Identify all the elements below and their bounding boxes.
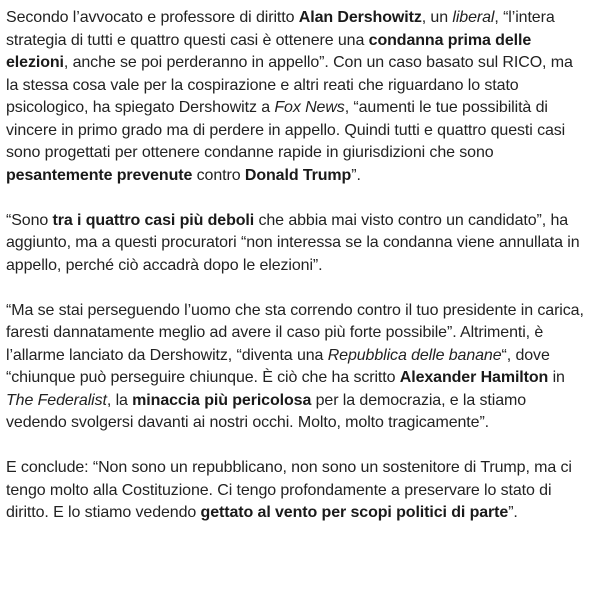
- bold-span: condanna prima delle elezioni: [6, 31, 532, 71]
- italic-span: The Federalist: [6, 391, 107, 409]
- bold-span: gettato al vento per scopi politici di parte: [200, 504, 509, 521]
- bold-span: tra i quattro casi più deboli: [52, 211, 255, 229]
- text-span: ”.: [508, 504, 518, 521]
- bold-span: pesantemente prevenute: [6, 166, 193, 184]
- text-span: , un: [421, 9, 453, 26]
- bold-span: minaccia più pericolosa: [132, 391, 312, 409]
- text-span: E conclude: “Non sono un repubblicano, non sono un sostenitore di Trump, ma ci tengo molto alla Costituzione. Ci tengo profondamente a preservare lo stato di diritto. E lo stiamo vedendo: [6, 459, 572, 521]
- text-span: “Sono: [6, 211, 53, 229]
- text-span: che abbia mai visto contro un candidato”, ha aggiunto, ma a questi procuratori “non interessa se la condanna viene annullata in appello, perché ciò accadrà dopo le elezioni”.: [6, 211, 580, 274]
- text-span: , anche se poi perderanno in appello”. Con un caso basato sul RICO, ma la stessa cosa vale per la cospirazione e altri reati che riguardano lo stato psicologico, ha spiegato Dershowitz a: [6, 54, 573, 116]
- text-span: , “aumenti le tue possibilità di vincere in primo grado ma di perdere in appello. Quindi tutti e quattro questi casi sono progettati per ottenere condanne rapide in giurisdizioni che sono: [6, 99, 566, 161]
- text-span: , “l’intera strategia di tutti e quattro questi casi è ottenere una: [6, 9, 555, 49]
- italic-span: Repubblica delle banane: [327, 346, 502, 364]
- text-span: “Ma se stai perseguendo l’uomo che sta correndo contro il tuo presidente in carica, faresti dannatamente meglio ad avere il caso più forte possibile”. Altrimenti, è l’allarme lanciato da Dershowitz, “diventa una: [6, 301, 584, 364]
- paragraph-2: [6, 210, 589, 278]
- bold-span: Donald Trump: [244, 166, 352, 184]
- text-span: contro: [192, 166, 245, 184]
- text-span: per la democrazia, e la stiamo vedendo svolgersi davanti ai nostri occhi. Molto, molto tragicamente”.: [6, 391, 527, 431]
- text-span: ”.: [351, 166, 361, 184]
- bold-span: Alan Dershowitz: [298, 9, 422, 26]
- text-span: , la: [106, 391, 133, 409]
- text-span: Secondo l’avvocato e professore di diritto: [6, 9, 299, 26]
- paragraph-3: [6, 300, 589, 435]
- italic-span: liberal: [452, 9, 495, 26]
- text-span: “, dove “chiunque può perseguire chiunque. È ciò che ha scritto: [6, 346, 550, 386]
- paragraph-4: [6, 457, 589, 525]
- text-span: in: [548, 369, 565, 386]
- paragraph-1: [6, 7, 589, 187]
- italic-span: Fox News: [274, 99, 345, 116]
- bold-span: Alexander Hamilton: [399, 369, 549, 386]
